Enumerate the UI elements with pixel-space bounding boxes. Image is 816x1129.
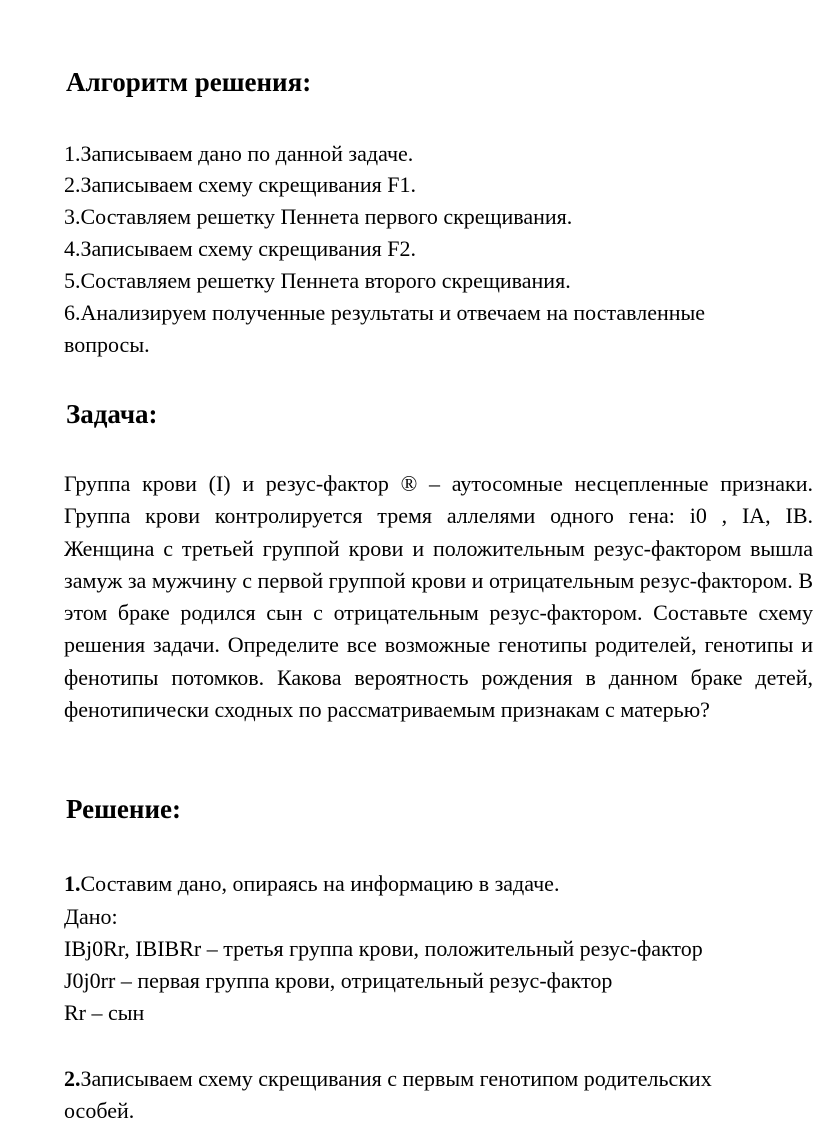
- solution-step-2-continuation: особей.: [64, 1098, 135, 1123]
- algorithm-step-1: 1.Записываем дано по данной задаче.: [64, 141, 414, 166]
- given-line-3: Rr – сын: [64, 1000, 145, 1025]
- algorithm-step-6: 6.Анализируем полученные результаты и отвечаем на поставленные: [64, 300, 706, 325]
- solution-step-2: [64, 1066, 712, 1092]
- solution-step-1-text: Составим дано, опираясь на информацию в задаче.: [80, 871, 560, 896]
- solution-step-2-number: 2.: [64, 1066, 81, 1091]
- algorithm-step-3: 3.Составляем решетку Пеннета первого скрещивания.: [64, 204, 573, 229]
- solution-step-1-number: 1.: [64, 871, 81, 896]
- solution-step-1: [64, 871, 559, 897]
- solution-step-2-text: Записываем схему скрещивания с первым генотипом родительских: [80, 1066, 712, 1091]
- solution-heading: Решение:: [66, 794, 181, 824]
- algorithm-step-4: 4.Записываем схему скрещивания F2.: [64, 236, 416, 261]
- given-label: Дано:: [64, 904, 118, 929]
- given-line-2: J0j0rr – первая группа крови, отрицательный резус-фактор: [64, 968, 613, 993]
- given-line-1: IBj0Rr, IBIBRr – третья группа крови, положительный резус-фактор: [64, 936, 703, 961]
- algorithm-heading: Алгоритм решения:: [66, 67, 312, 97]
- task-text: Группа крови (I) и резус-фактор ® – аутосомные несцепленные признаки. Группа крови контролируется тремя аллелями одного гена: i0 , IA, IB. Женщина с третьей группой крови и положительным резус-фактором вышла замуж за мужчину с первой группой крови и отрицательным резус-фактором. В этом браке родился сын с отрицательным резус-фактором. Составьте схему решения задачи. Определите все возможные генотипы родителей, генотипы и фенотипы потомков. Какова вероятность рождения в данном браке детей, фенотипически сходных по рассматриваемым признакам с матерью?: [64, 471, 813, 723]
- algorithm-step-5: 5.Составляем решетку Пеннета второго скрещивания.: [64, 268, 571, 293]
- algorithm-step-6-continuation: вопросы.: [64, 332, 150, 357]
- algorithm-step-2: 2.Записываем схему скрещивания F1.: [64, 172, 416, 197]
- task-heading: Задача:: [66, 399, 158, 429]
